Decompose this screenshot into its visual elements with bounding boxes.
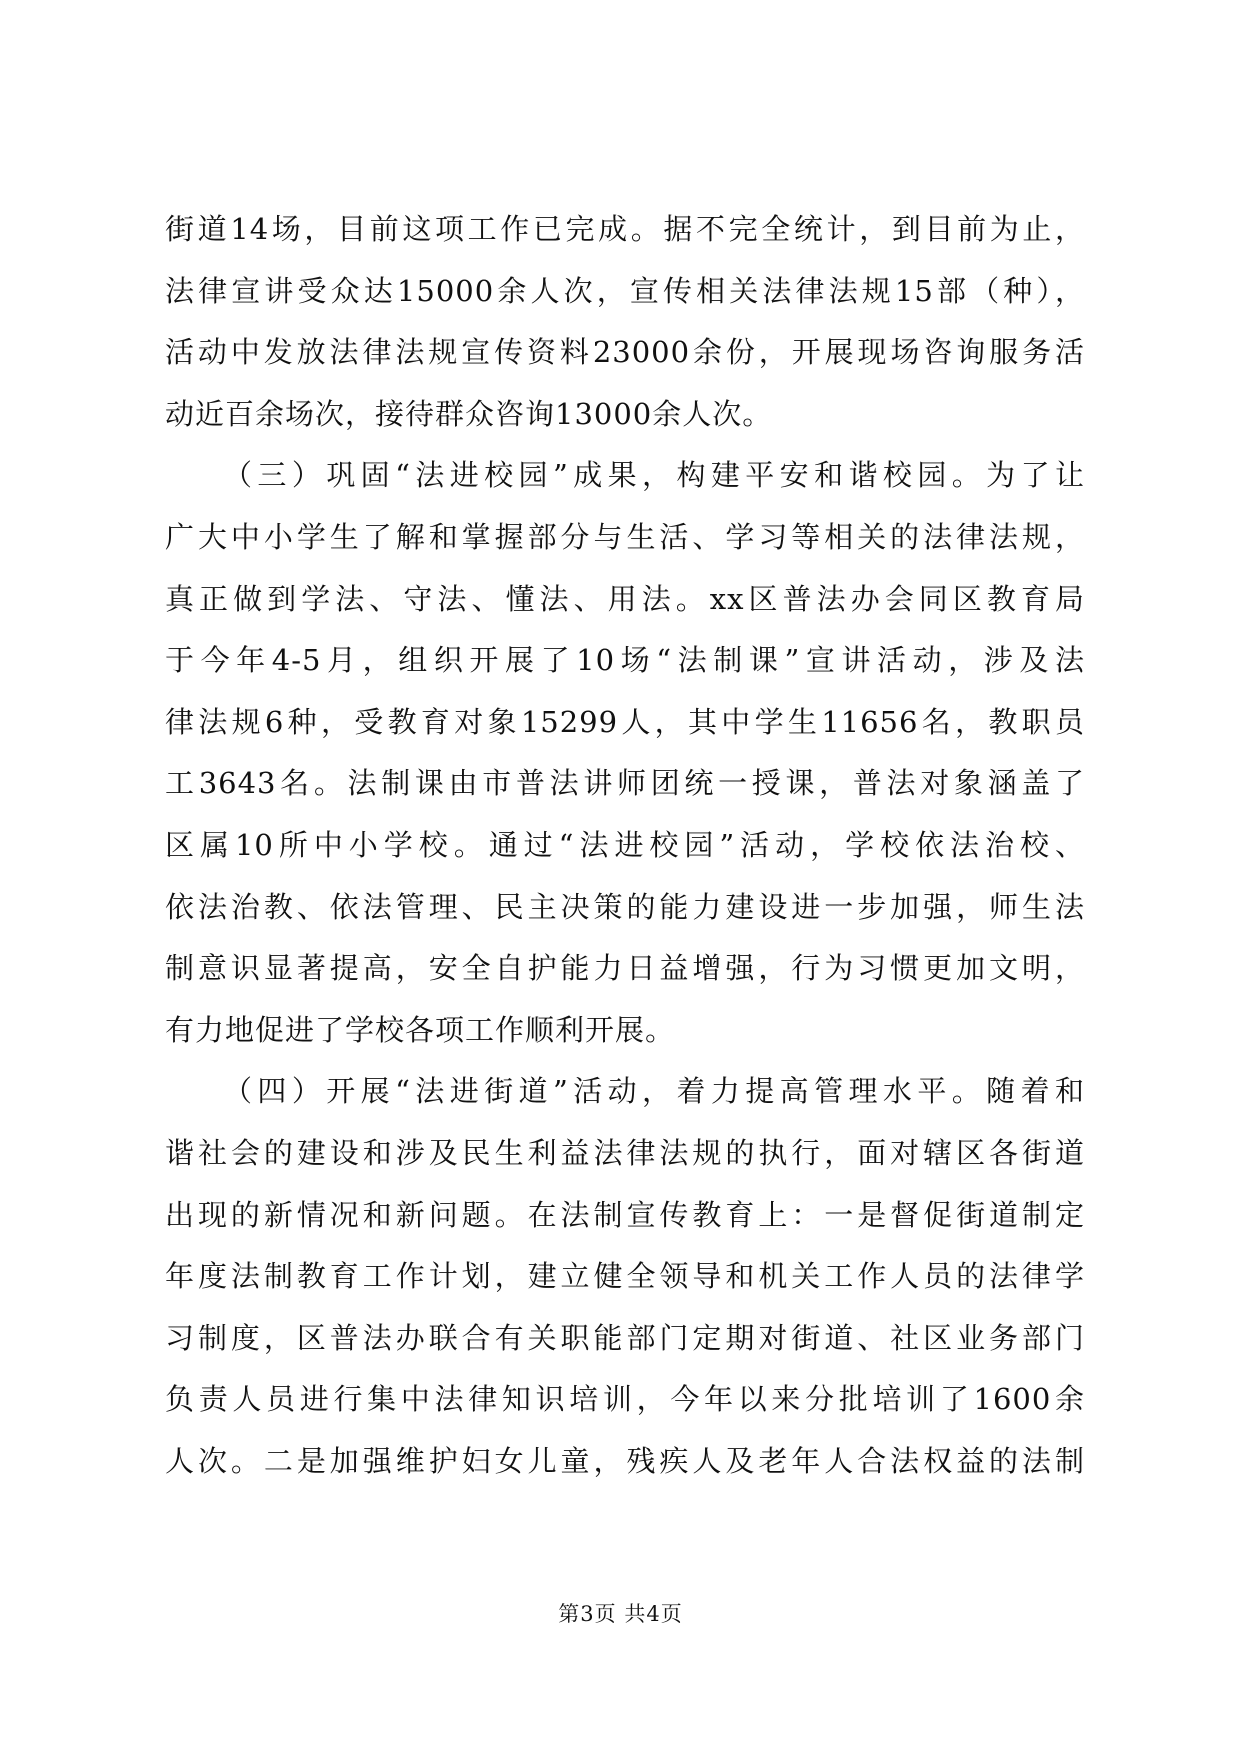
text-line: 年度法制教育工作计划，建立健全领导和机关工作人员的法律学	[165, 1259, 1085, 1294]
text-line: 活动中发放法律法规宣传资料23000余份，开展现场咨询服务活	[165, 335, 1085, 370]
text-line: 于今年4-5月，组织开展了10场“法制课”宣讲活动，涉及法	[165, 643, 1085, 678]
text-line: 谐社会的建设和涉及民生利益法律法规的执行，面对辖区各街道	[165, 1135, 1085, 1170]
text-line: 真正做到学法、守法、懂法、用法。xx区普法办会同区教育局	[165, 581, 1085, 616]
text-line: 动近百余场次，接待群众咨询13000余人次。	[165, 396, 773, 431]
text-line: 区属10所中小学校。通过“法进校园”活动，学校依法治校、	[165, 827, 1085, 862]
text-line: 街道14场，目前这项工作已完成。据不完全统计，到目前为止，	[165, 212, 1085, 246]
text-line: 习制度，区普法办联合有关职能部门定期对街道、社区业务部门	[165, 1320, 1085, 1355]
text-line: 出现的新情况和新问题。在法制宣传教育上：一是督促街道制定	[165, 1197, 1085, 1232]
page-number-footer: 第3页 共4页	[558, 1602, 683, 1626]
text-line: 负责人员进行集中法律知识培训，今年以来分批培训了1600余	[165, 1382, 1085, 1417]
text-line: 人次。二是加强维护妇女儿童，残疾人及老年人合法权益的法制	[165, 1443, 1085, 1478]
text-line: 依法治教、依法管理、民主决策的能力建设进一步加强，师生法	[165, 889, 1085, 924]
paragraph-law-in-schools	[165, 445, 1085, 1061]
paragraph-statistics	[165, 199, 1085, 445]
text-line: （四）开展“法进街道”活动，着力提高管理水平。随着和	[223, 1074, 1085, 1109]
text-line: 工3643名。法制课由市普法讲师团统一授课，普法对象涵盖了	[165, 766, 1085, 801]
text-line: 律法规6种，受教育对象15299人，其中学生11656名，教职员	[165, 704, 1085, 739]
text-line: 广大中小学生了解和掌握部分与生活、学习等相关的法律法规，	[165, 519, 1085, 554]
text-line: 有力地促进了学校各项工作顺利开展。	[165, 1012, 676, 1047]
document-body	[165, 199, 1085, 1492]
paragraph-law-in-streets	[165, 1061, 1085, 1492]
text-line: 法律宣讲受众达15000余人次，宣传相关法律法规15部（种），	[165, 273, 1085, 308]
text-line: 制意识显著提高，安全自护能力日益增强，行为习惯更加文明，	[165, 951, 1085, 986]
text-line: （三）巩固“法进校园”成果，构建平安和谐校园。为了让	[223, 458, 1085, 493]
